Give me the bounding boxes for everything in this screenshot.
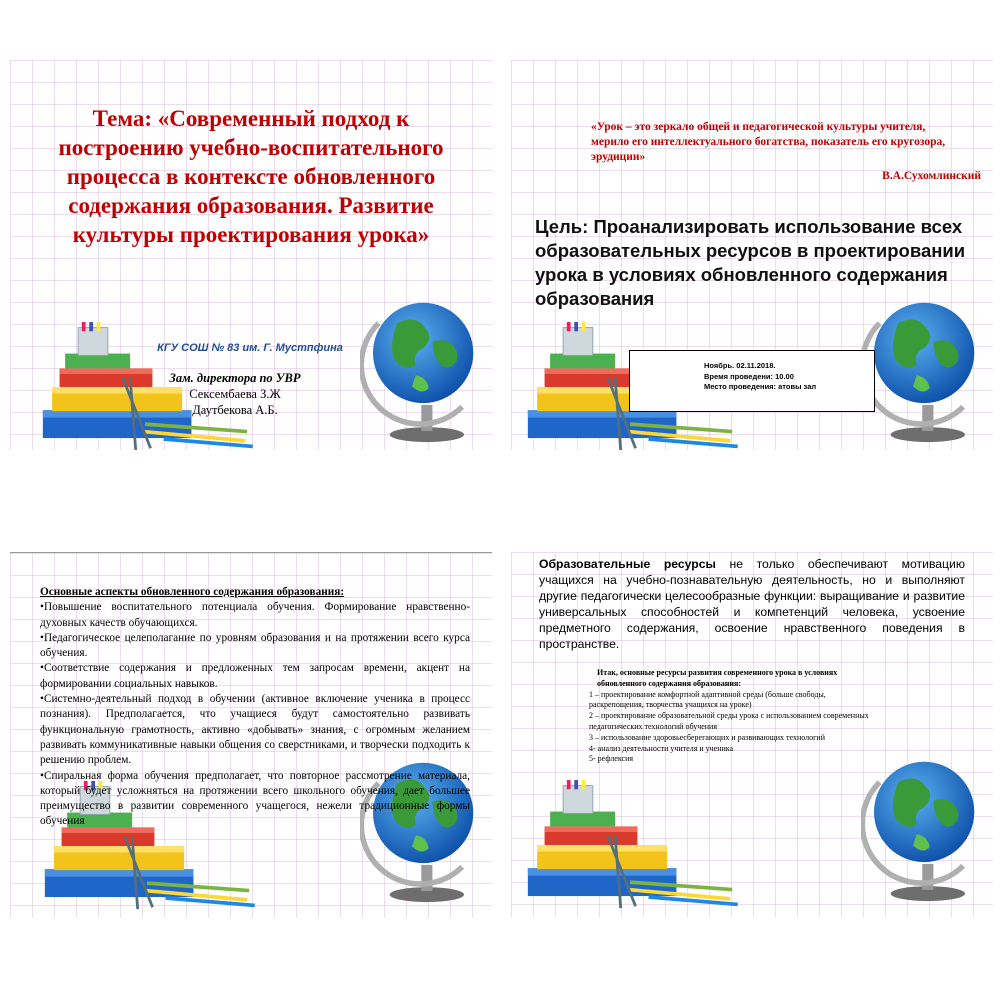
globe-icon <box>861 744 991 904</box>
author-name-1: Сексембаева З.Ж <box>189 387 281 401</box>
event-time: Время проведени: 10.00 <box>704 371 794 381</box>
globe-icon <box>861 285 991 445</box>
resource-item: 4- анализ деятельности учителя и ученика <box>589 743 734 753</box>
summary-heading: Итак, основные ресурсы развития современного урока в условиях обновленного содержания образования: <box>597 668 838 688</box>
event-place: Место проведения: атовы зал <box>704 382 817 391</box>
aspects-content <box>40 585 470 830</box>
aspects-heading: Основные аспекты обновленного содержания образования: <box>40 586 345 598</box>
resource-item: 3 – использование здоровьесберегающих и развивающих технологий <box>589 732 825 742</box>
resources-intro-bold: Образовательные ресурсы <box>539 557 716 571</box>
epigraph-quote: «Урок – это зеркало общей и педагогической культуры учителя, мерило его интеллектуального богатства, показатель его кругозора, эрудиции» <box>591 121 946 163</box>
aspect-item: •Повышение воспитательного потенциала обучения. Формирование нравственно- духовных качеств обучающихся. <box>40 601 470 629</box>
aspect-item: •Соответствие содержания и предложенных тем запросам времени, акцент на формировании социальных навыков. <box>40 662 470 690</box>
author-role: Зам. директора по УВР <box>169 371 301 385</box>
event-info-box <box>629 350 875 412</box>
globe-icon <box>360 285 490 445</box>
school-name: КГУ СОШ № 83 им. Г. Мустпфина <box>157 342 343 354</box>
goal-text: Цель: Проанализировать использование всех образовательных ресурсов в проектировании урока в условиях обновленного содержания образования <box>535 216 966 309</box>
slide-title-heading: Тема: «Современный подход к построению учебно-воспитательного процесса в контексте обновленного содержания образования. Развитие культуры проектирования урока» <box>58 106 444 247</box>
resource-item: 1 – проектирование комфортной адаптивной среды (больше свободы, раскрепощения, творчества учащихся на уроке) <box>589 689 826 710</box>
resources-intro <box>539 556 965 652</box>
resources-intro-text: не только обеспечивают мотивацию учащихся на учебно-познавательную деятельность, но и выполняют другие педагогически целесообразные функции: выращивание и развитие универсальных способностей и компетенций человека, усвоение предметного содержания, освоение нравственного поведения в пространстве. <box>539 557 965 651</box>
resource-item: 5- рефлексия <box>589 754 634 764</box>
epigraph-author: В.А.Сухомлинский <box>882 170 981 182</box>
aspect-item: •Педагогическое целеполагание по уровням образования и на протяжении всего курса обучения. <box>40 631 470 660</box>
slide-title <box>10 60 492 450</box>
event-date: Ноябрь. 02.11.2018. <box>704 361 776 370</box>
resources-summary <box>589 668 879 765</box>
slide-goal <box>511 60 993 450</box>
books-pencils-icon <box>515 780 745 910</box>
slide-resources <box>511 552 993 917</box>
author-name-2: Даутбекова А.Б. <box>192 403 278 417</box>
slide-aspects <box>10 552 492 918</box>
authors-block <box>155 370 315 418</box>
aspect-item: •Спиральная форма обучения предполагает, что повторное рассмотрение материала, который будет усложняться на протяжении всего школьного обучения, дает большее преимущество в развитии современного учащегося, нежели традиционные формы обучения <box>40 769 470 828</box>
resource-item: 2 – проектирование образовательной среды урока с использованием современных педагогических технологий обучения <box>589 711 869 731</box>
aspect-item: •Системно-деятельный подход в обучении (активное включение ученика в процесс познания). Предполагается, что учащиеся будут самостоятельно развивать функциональную грамотность, активно «добывать» знания, с огромным желанием развивать коммуникативные навыки общения со сверстниками, и творчески подходить к решению проблем. <box>40 693 470 767</box>
